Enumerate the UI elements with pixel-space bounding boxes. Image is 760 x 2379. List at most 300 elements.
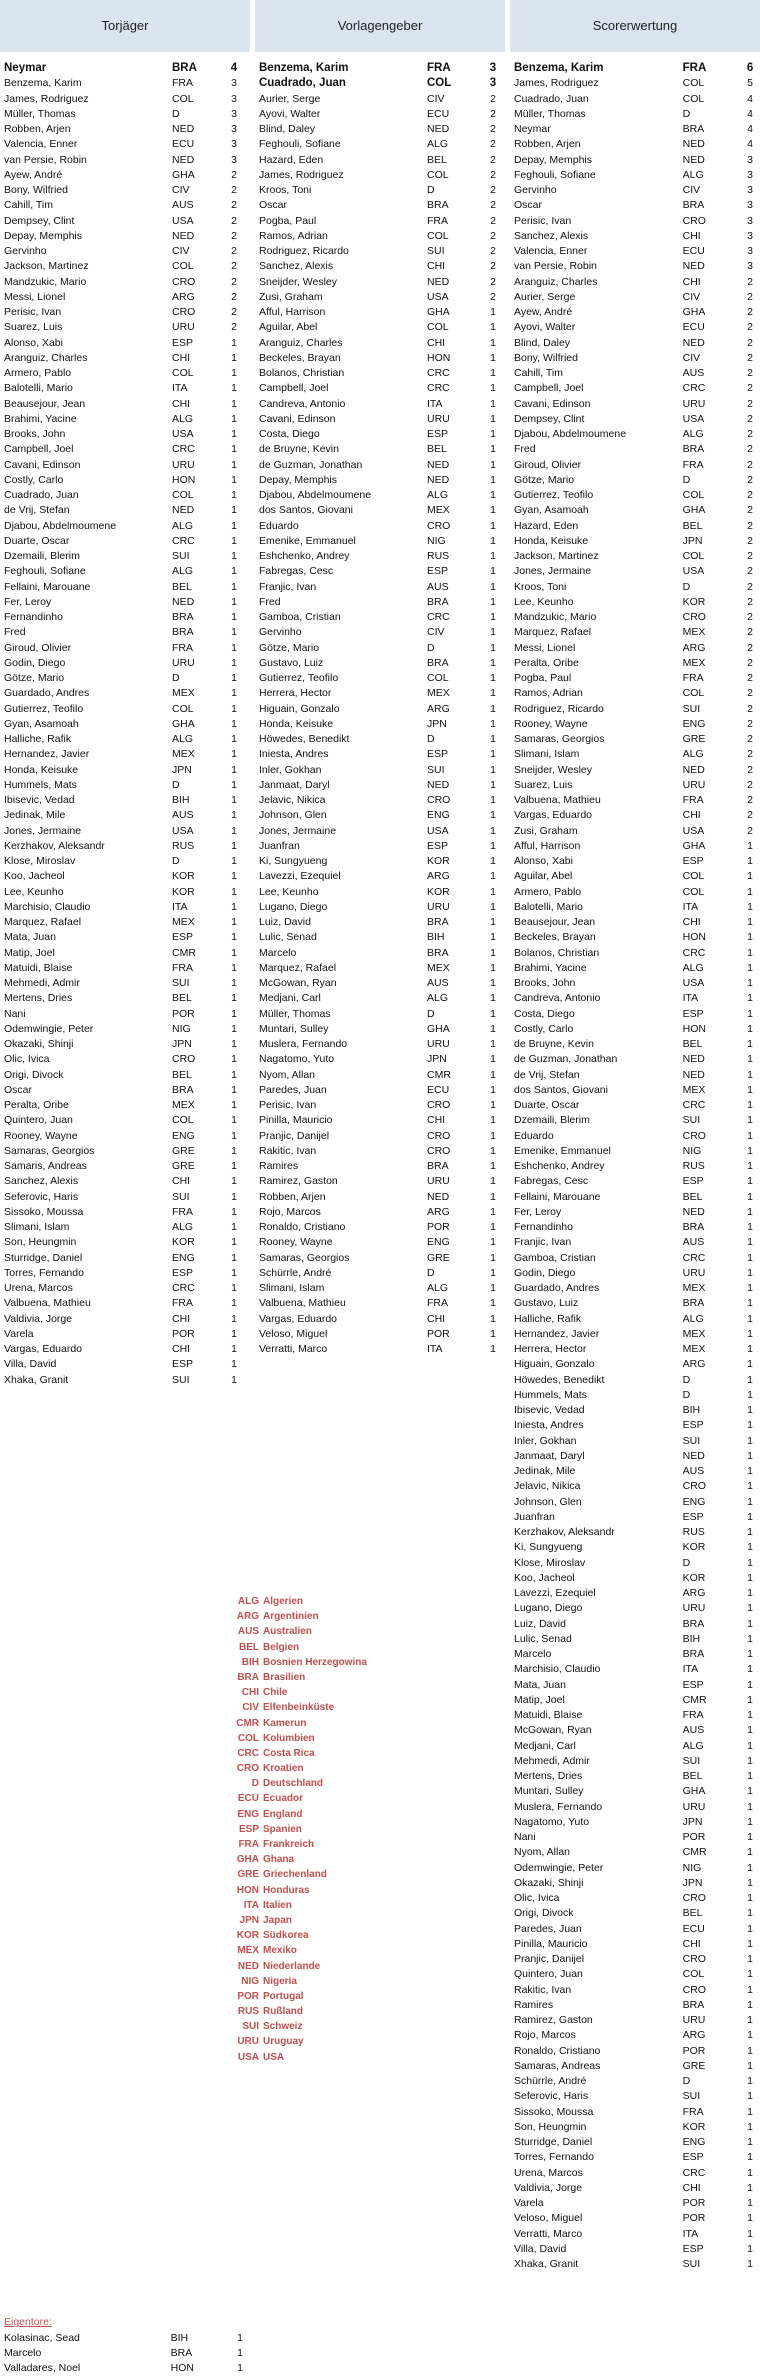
country-code: ITA [682,1663,699,1676]
count-value: 1 [231,1144,237,1157]
player-name: Higuain, Gonzalo [514,1358,595,1371]
country-code: ITA [172,382,188,395]
count-value: 1 [747,1983,754,1996]
table-row [510,305,760,320]
table-row [255,92,505,107]
country-code: ECU [172,138,195,151]
country-code: BEL [682,1190,703,1203]
player-name: Halliche, Rafik [514,1312,582,1325]
table-row [0,320,250,335]
player-name: Mata, Juan [4,931,56,944]
table-row [0,793,250,808]
count-value: 1 [231,1175,237,1188]
legend-country: Australien [263,1626,312,1638]
player-name: Gustavo, Luiz [259,656,324,669]
table-row [0,1113,250,1128]
count-value: 1 [237,2362,244,2374]
player-name: Jones, Jermaine [514,565,592,578]
table-row [510,1327,760,1342]
country-code: JPN [682,1876,703,1889]
player-name: Pinilla, Mauricio [514,1937,588,1950]
player-name: Emenike, Emmanuel [514,1144,611,1157]
country-code: ALG [172,519,194,532]
country-code: ESP [427,565,449,578]
country-code: NED [427,458,450,471]
count-value: 1 [747,961,754,974]
country-code: JPN [682,1815,703,1828]
table-row [0,1159,250,1174]
player-name: Perisic, Ivan [514,214,572,227]
table-row [510,458,760,473]
table-row [510,656,760,671]
table-row [255,839,505,854]
table-row [255,168,505,183]
country-code: CHI [682,809,701,822]
legend-code: BIH [241,1656,259,1668]
country-code: COL [172,489,194,501]
country-code: FRA [682,458,704,471]
player-name: de Guzman, Jonathan [259,458,363,471]
count-value: 2 [231,184,237,196]
legend-code: NED [237,1960,259,1972]
country-code: GHA [682,504,706,517]
player-name: Lavezzi, Ezequiel [259,870,341,883]
player-name: Beckeles, Brayan [259,351,341,364]
count-value: 1 [490,748,496,761]
count-value: 1 [747,2120,754,2133]
count-value: 1 [490,687,496,700]
table-row [510,1617,760,1632]
table-row [255,1174,505,1189]
country-code: ALG [427,489,449,501]
table-row [255,854,505,869]
count-value: 1 [747,1785,754,1798]
player-name: Djabou, Abdelmoumene [4,519,117,532]
count-value: 2 [747,443,754,456]
player-name: Fabregas, Cesc [259,565,334,578]
count-value: 4 [230,62,238,74]
country-code: USA [172,214,194,227]
player-name: Gamboa, Cristian [514,1251,596,1264]
player-name: Xhaka, Granit [4,1373,69,1386]
count-value: 1 [490,717,496,730]
table-row [510,1998,760,2013]
player-name: Veloso, Miguel [514,2212,583,2225]
player-name: Nagatomo, Yuto [259,1053,335,1066]
country-code: MEX [682,1327,706,1340]
player-name: Oscar [259,199,288,212]
table-row [0,946,250,961]
legend-country: Japan [263,1914,292,1926]
count-value: 1 [747,1587,754,1599]
player-name: Cavani, Edinson [4,458,81,471]
player-name: Marchisio, Claudio [514,1663,601,1676]
count-value: 1 [747,1724,754,1737]
player-name: Honda, Keisuke [514,534,589,547]
count-value: 1 [747,2181,754,2194]
player-name: Marcelo [259,946,297,959]
count-value: 1 [747,1114,754,1127]
table-row [255,885,505,900]
table-row [510,717,760,732]
player-name: Giroud, Olivier [4,641,72,654]
count-value: 2 [747,306,754,318]
player-name: Depay, Memphis [4,229,83,242]
table-row [510,2227,760,2242]
count-value: 1 [747,1953,754,1965]
player-name: Urena, Marcos [4,1282,73,1294]
player-name: Godin, Diego [4,656,66,669]
player-name: Ramos, Adrian [514,687,583,700]
legend-item [225,1640,385,1655]
player-name: Marchisio, Claudio [4,900,91,913]
table-row [510,1464,760,1479]
assists-column [255,0,505,1357]
count-value: 1 [490,626,496,639]
player-name: van Persie, Robin [514,260,597,273]
country-code: FRA [172,77,193,90]
country-code: COL [682,1968,705,1981]
count-value: 1 [490,961,496,974]
count-value: 1 [231,1297,237,1310]
country-code: NED [427,123,450,135]
country-code: NED [682,260,705,273]
country-code: POR [682,2044,706,2057]
table-row [510,2028,760,2043]
count-value: 1 [231,489,237,501]
table-row [255,1083,505,1098]
player-name: Rojo, Marcos [259,1205,321,1218]
player-name: Quintero, Juan [514,1968,583,1981]
table-row [255,595,505,610]
player-name: Fernandinho [4,611,63,623]
count-value: 3 [747,184,754,196]
table-row [510,2059,760,2074]
player-name: Valencia, Enner [514,245,588,257]
table-row [255,442,505,457]
legend-country: Spanien [263,1823,302,1835]
table-row [510,1449,760,1464]
table-row [0,1312,250,1327]
player-name: Blind, Daley [514,336,571,349]
count-value: 1 [231,1129,237,1142]
count-value: 1 [490,946,496,959]
country-code: ARG [682,2029,706,2042]
player-name: Götze, Mario [514,473,575,486]
country-code: MEX [682,1343,706,1355]
count-value: 1 [231,717,237,730]
country-code: NED [682,336,705,349]
table-row [510,1906,760,1921]
count-value: 1 [490,550,496,562]
country-code: CRO [682,1129,706,1142]
country-code: COL [172,260,194,273]
legend-item [225,1670,385,1685]
count-value: 1 [747,1022,754,1035]
player-name: Mertens, Dries [4,992,73,1005]
country-code: FRA [682,672,704,684]
player-name: Dempsey, Clint [514,412,585,425]
count-value: 1 [231,1358,237,1371]
table-row [0,397,250,412]
legend-item [225,1716,385,1731]
country-code: URU [682,1800,706,1813]
player-name: Duarte, Oscar [4,534,70,547]
player-name: Herrera, Hector [259,687,332,700]
player-name: Ayovi, Walter [259,107,321,120]
country-code: FRA [172,1205,193,1218]
player-name: Ayew, André [4,168,63,181]
count-value: 1 [231,1099,237,1111]
player-name: Guardado, Andres [4,687,90,700]
country-code: MEX [172,687,195,700]
legend-item [225,2034,385,2049]
count-value: 1 [231,794,237,806]
table-row [0,1144,250,1159]
legend-country: Honduras [263,1884,310,1896]
country-code: D [427,184,435,196]
country-code: SUI [172,1373,190,1386]
country-code: NIG [427,534,446,547]
country-code: D [172,855,180,867]
legend-item [225,1624,385,1639]
table-row [510,229,760,244]
table-row [255,305,505,320]
count-value: 1 [231,1373,237,1386]
country-code: AUS [682,367,705,379]
table-row [255,1052,505,1067]
player-name: Matuidi, Blaise [514,1709,583,1721]
table-row [255,747,505,762]
legend-country: Nigeria [263,1975,297,1987]
country-code: CHI [172,1343,191,1355]
table-row [510,549,760,564]
table-row [510,1693,760,1708]
count-value: 1 [747,992,754,1005]
country-code: JPN [172,763,192,776]
player-name: Peralta, Oribe [4,1099,69,1111]
table-row [255,1129,505,1144]
table-row [510,915,760,930]
country-code: KOR [427,855,450,867]
country-code: POR [172,1327,195,1340]
count-value: 2 [747,611,754,623]
player-name: Feghouli, Sofiane [514,168,596,181]
table-row [510,259,760,274]
legend-country: Schweiz [263,2021,303,2033]
player-name: Jelavic, Nikica [259,794,326,806]
count-value: 1 [231,626,237,639]
table-row [510,2242,760,2257]
country-code: BRA [427,656,449,669]
count-value: 1 [231,580,237,593]
player-name: Matip, Joel [4,946,55,959]
player-name: Dzemaili, Blerim [4,550,80,562]
count-value: 1 [490,992,496,1005]
player-name: Rojo, Marcos [514,2029,576,2042]
player-name: Balotelli, Mario [514,900,583,913]
table-row [510,320,760,335]
country-code: ALG [682,168,704,181]
table-row [255,107,505,122]
count-value: 3 [747,214,754,227]
count-value: 2 [747,595,754,608]
player-name: Inler, Gokhan [514,1434,577,1447]
count-value: 2 [231,275,237,288]
country-code: ITA [682,900,699,913]
player-name: Slimani, Islam [4,1221,70,1233]
table-row [510,991,760,1006]
player-name: Son, Heungmin [514,2120,587,2133]
country-code: D [172,672,180,684]
count-value: 1 [490,733,496,745]
count-value: 1 [231,778,237,791]
table-row [510,1113,760,1128]
player-name: Djabou, Abdelmoumene [514,428,627,440]
count-value: 2 [747,656,754,669]
player-name: Pogba, Paul [514,672,572,684]
player-name: Oscar [4,1083,33,1096]
country-code: RUS [172,839,195,852]
player-name: Nyom, Allan [259,1068,316,1081]
country-code: NED [682,1205,705,1218]
count-value: 1 [747,855,754,867]
player-name: Cuadrado, Juan [4,489,79,501]
player-name: Jedinak, Mile [514,1465,576,1477]
player-name: Dzemaili, Blerim [514,1114,590,1127]
player-name: Hummels, Mats [514,1388,587,1401]
country-code: COL [682,870,705,883]
legend-item [225,1776,385,1791]
table-row [510,198,760,213]
table-row [255,686,505,701]
table-row [0,686,250,701]
count-value: 1 [747,1419,754,1432]
legend-country: Chile [263,1687,288,1699]
country-code: CIV [427,92,445,105]
country-code: CRO [682,1480,706,1493]
table-row [255,1266,505,1281]
table-row [510,1388,760,1403]
count-value: 1 [490,702,496,715]
count-value: 3 [747,229,754,242]
player-name: Franjic, Ivan [514,1236,572,1249]
player-name: Jackson, Martinez [514,550,599,562]
country-code: HON [682,1022,706,1035]
legend-code: SUI [242,2021,259,2033]
player-name: Campbell, Joel [259,382,329,395]
player-name: Perisic, Ivan [4,306,62,318]
table-row [510,686,760,701]
count-value: 2 [747,367,754,379]
player-name: Origi, Divock [514,1907,574,1920]
legend-country: Ecuador [263,1793,304,1805]
player-name: Sanchez, Alexis [514,229,589,242]
table-row [510,1952,760,1967]
player-name: Matip, Joel [514,1693,565,1706]
legend-country: Brasilien [263,1671,306,1683]
country-code: D [682,1556,691,1569]
player-name: Sissoko, Moussa [4,1205,84,1218]
count-value: 2 [747,351,754,364]
table-row [510,1479,760,1494]
country-code: COL [172,702,194,715]
table-row [0,824,250,839]
legend-item [225,1609,385,1624]
country-code: HON [170,2362,194,2374]
country-code: CRO [427,1099,451,1111]
player-name: Fellaini, Marouane [4,580,91,593]
table-row [510,122,760,137]
player-name: Pinilla, Mauricio [259,1114,333,1127]
table-row [510,1418,760,1433]
count-value: 1 [747,1083,754,1096]
country-code: CRC [427,382,450,395]
table-row [0,92,250,107]
count-value: 1 [490,382,496,395]
player-name: Gustavo, Luiz [514,1297,579,1310]
table-row [255,397,505,412]
country-code: ALG [172,565,194,578]
count-value: 1 [747,2197,754,2209]
count-value: 1 [231,977,237,989]
player-name: Neymar [4,62,47,74]
player-name: Lulic, Senad [514,1632,572,1645]
count-value: 1 [747,839,754,852]
count-value: 1 [490,1327,496,1340]
player-name: Medjani, Carl [259,992,321,1005]
player-name: Jackson, Martinez [4,260,89,273]
legend-item [225,1685,385,1700]
count-value: 1 [747,1221,754,1233]
table-row [255,1251,505,1266]
legend-item [225,1883,385,1898]
country-code: BEL [682,1907,703,1920]
player-name: Kroos, Toni [514,580,567,593]
player-name: Rooney, Wayne [259,1236,333,1249]
player-name: Kolasinac, Sead [4,2331,80,2344]
player-name: Fred [259,595,281,608]
table-row [510,1098,760,1113]
player-name: Nyom, Allan [514,1846,571,1859]
table-row [510,747,760,762]
table-row [510,1571,760,1586]
table-row [510,1739,760,1754]
country-code: ALG [427,992,449,1005]
country-code: BEL [172,992,192,1005]
legend-item [225,1761,385,1776]
player-name: Marquez, Rafael [514,626,592,639]
count-value: 3 [747,260,754,273]
country-legend [225,1594,385,2065]
legend-country: Frankreich [263,1839,315,1850]
table-row [510,503,760,518]
country-code: ECU [682,321,705,334]
player-name: Rakitic, Ivan [514,1983,572,1996]
player-name: Muslera, Fernando [259,1038,348,1050]
count-value: 1 [747,1892,754,1904]
count-value: 1 [231,1221,237,1233]
player-name: Messi, Lionel [514,641,576,654]
table-row [0,1052,250,1067]
table-row [0,854,250,869]
count-value: 1 [490,580,496,593]
country-code: NIG [682,1144,702,1157]
country-code: ARG [682,1587,706,1599]
country-code: USA [172,824,194,837]
country-code: MEX [427,687,450,700]
country-code: ARG [172,290,195,303]
